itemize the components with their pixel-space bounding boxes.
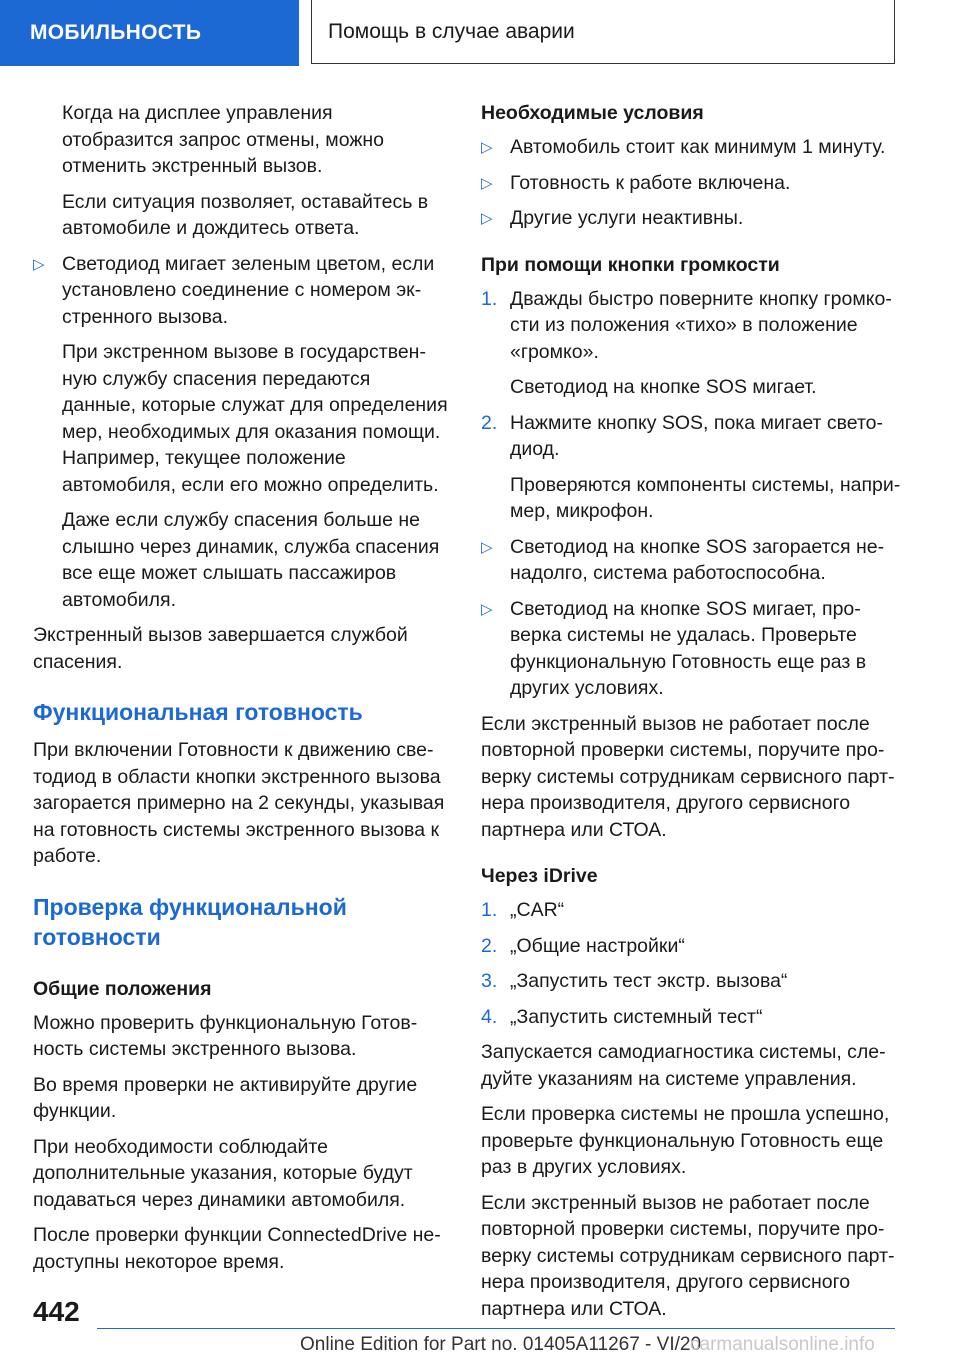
triangle-bullet-icon: ▷ [481,210,493,227]
paragraph: После проверки функции ConnectedDrive недоступны некоторое время. [33,1224,441,1273]
triangle-bullet-icon: ▷ [481,174,493,192]
paragraph: Когда на дисплее управления отобразится запрос отмены, можно отменить экстренный вызов. [62,102,384,177]
bullet-text: Автомобиль стоит как минимум 1 минуту. [510,136,886,158]
paragraph: При включении Готовности к движению светодиод в области кнопки экстренного вызова загорается примерно на 2 секунды, указывая на готовность системы экстренного вызова к работе. [33,739,445,867]
numbered-step [481,410,901,463]
step-text: Дважды быстро поверните кнопку громкости из положения «тихо» в положение «громко». [510,287,892,363]
page-header [0,0,960,66]
numbered-step [481,933,901,960]
subsection-heading: Общие положения [33,977,212,1000]
bullet-item [481,134,901,161]
edition-note: Online Edition for Part no. 01405A11267 - VI/20 [300,1334,702,1355]
paragraph: Запускается самодиагностика системы, следуйте указаниям на системе управления. [481,1041,886,1090]
bullet-item [481,205,901,232]
step-text: „Запустить системный тест“ [510,1005,763,1028]
numbered-step [481,1004,901,1031]
subsection-heading: При помощи кнопки громкости [481,253,780,276]
bullet-text: Светодиод на кнопке SOS загорается ненадолго, система работоспособна. [510,535,885,584]
right-column [481,100,901,1331]
section-heading: Проверка функциональной готовности [33,893,347,950]
bullet-item [33,251,448,331]
bullet-text: Светодиод на кнопке SOS мигает, проверка системы не удалась. Проверьте функциональную Готовность еще раз в других условиях. [510,597,867,699]
triangle-bullet-icon: ▷ [481,538,493,556]
numbered-step [481,286,901,366]
step-number: 2. [481,934,498,957]
paragraph: Если проверка системы не прошла успешно, проверьте функциональную Готовность еще раз в других условиях. [481,1103,890,1178]
bullet-item [481,596,901,702]
footer-divider [97,1328,895,1329]
paragraph: Если ситуация позволяет, оставайтесь в автомобиле и дождитесь ответа. [62,190,429,239]
paragraph: Во время проверки не активируйте другие функции. [33,1073,418,1122]
bullet-text: Готовность к работе включена. [510,171,791,194]
triangle-bullet-icon: ▷ [481,600,493,618]
paragraph: Если экстренный вызов не работает после повторной проверки системы, поручите проверку системы сотрудникам сервисного партнера производителя, другого сервисного партнера или СТОА. [481,712,895,841]
subsection-heading: Необходимые условия [481,102,704,124]
bullet-item [481,170,901,197]
step-number: 1. [481,899,498,921]
triangle-bullet-icon: ▷ [481,139,493,156]
numbered-step [481,968,901,995]
page-number: 442 [33,1296,80,1327]
paragraph: Даже если службу спасения больше не слышно через динамик, служба спасения все еще может слышать пассажиров автомобиля. [62,509,440,611]
step-text: Нажмите кнопку SOS, пока мигает светодиод. [510,411,884,460]
paragraph: Можно проверить функциональную Готовность системы экстренного вызова. [33,1011,418,1060]
step-text: „Общие настройки“ [510,934,685,957]
step-number: 3. [481,970,498,992]
chapter-title: Помощь в случае аварии [311,0,895,64]
paragraph: Светодиод на кнопке SOS мигает. [510,376,817,398]
step-number: 2. [481,411,498,434]
section-tab: МОБИЛЬНОСТЬ [0,0,299,66]
bullet-item [481,534,901,587]
paragraph: Проверяются компоненты системы, например, микрофон. [510,473,901,522]
paragraph: Экстренный вызов завершается службой спасения. [33,624,408,673]
left-column [33,100,448,1284]
step-number: 1. [481,287,498,310]
step-text: „Запустить тест экстр. вызова“ [510,970,788,992]
bullet-text: Светодиод мигает зеленым цветом, если установлено соединение с номером экстренного вызова. [62,252,435,328]
paragraph: При экстренном вызове в государственную службу спасения передаются данные, которые служат для определения мер, необходимых для оказания помощи. Например, текущее положение автомобиля, если его можно определить. [62,341,448,496]
section-heading: Функциональная готовность [33,699,363,725]
paragraph: Если экстренный вызов не работает после повторной проверки системы, поручите проверку системы сотрудникам сервисного партнера производителя, другого сервисного партнера или СТОА. [481,1191,895,1320]
bullet-text: Другие услуги неактивны. [510,207,744,229]
paragraph: При необходимости соблюдайте дополнительные указания, которые будут подаваться через динамики автомобиля. [33,1135,413,1211]
triangle-bullet-icon: ▷ [33,255,45,273]
numbered-step [481,897,901,924]
watermark: carmanualsonline.info [690,1334,875,1355]
step-text: „CAR“ [510,899,565,921]
subsection-heading: Через iDrive [481,865,598,887]
step-number: 4. [481,1005,498,1028]
